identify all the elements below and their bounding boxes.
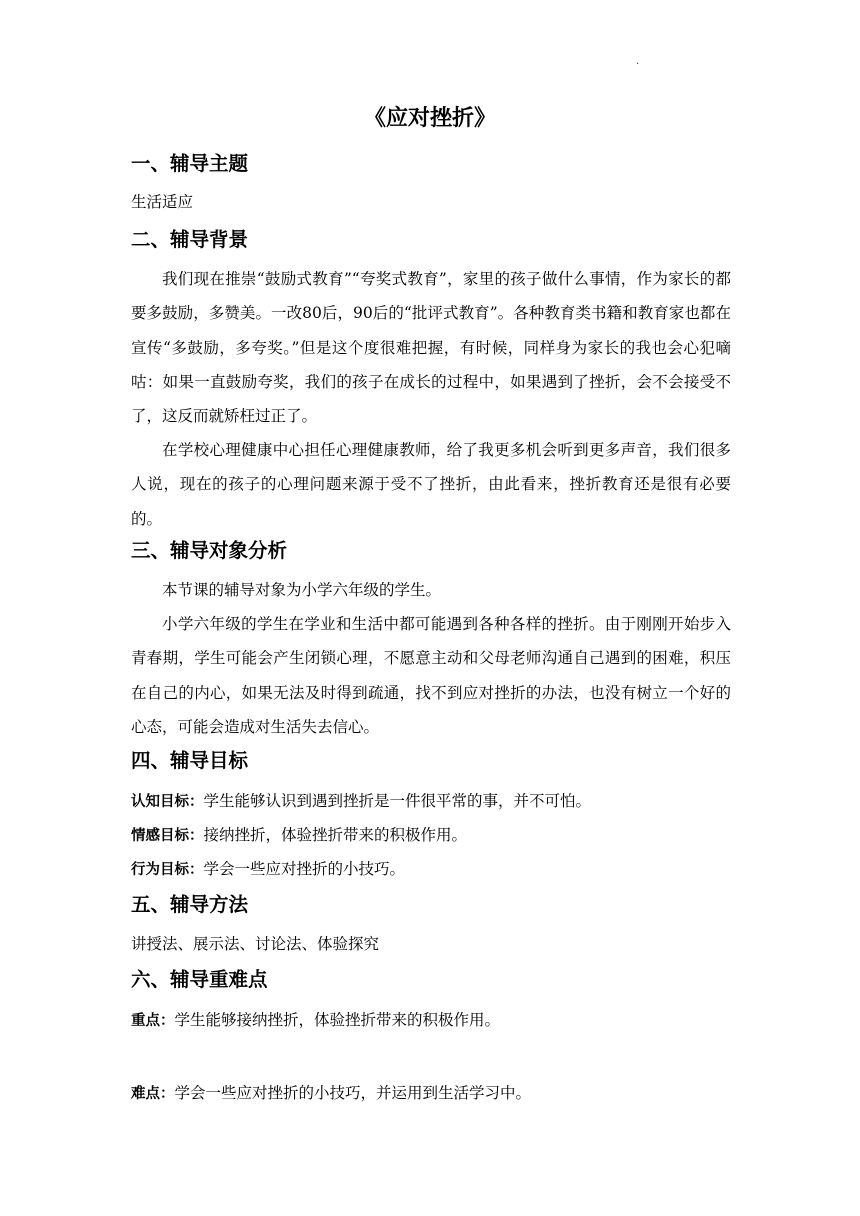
keypoint-focus-text: 学生能够接纳挫折，体验挫折带来的积极作用。 (174, 1011, 501, 1029)
goal-behavioral-label: 行为目标： (131, 862, 204, 878)
target-paragraph-2: 小学六年级的学生在学业和生活中都可能遇到各种各样的挫折。由于刚刚开始步入青春期，学生可能会产生闭锁心理，不愿意主动和父母老师沟通自己遇到的困难，积压在自己的内心，如果无法及时得到疏通，找不到应对挫折的办法，也没有树立一个好的心态，可能会造成对生活失去信心。 (131, 615, 731, 736)
section-heading-keypoints: 六、辅导重难点 (131, 968, 268, 991)
goal-cognitive (131, 790, 591, 813)
section-heading-target: 三、辅导对象分析 (131, 539, 288, 562)
goal-behavioral (131, 858, 405, 881)
header-mark: · (636, 59, 640, 70)
topic-text: 生活适应 (131, 193, 194, 211)
keypoint-difficulty-text: 学会一些应对挫折的小技巧，并运用到生活学习中。 (174, 1084, 532, 1102)
goal-emotional-text: 接纳挫折，体验挫折带来的积极作用。 (203, 826, 468, 844)
section-heading-background: 二、辅导背景 (131, 228, 249, 251)
section-heading-methods: 五、辅导方法 (131, 893, 249, 916)
background-paragraph-1: 我们现在推崇“鼓励式教育”“夸奖式教育”，家里的孩子做什么事情，作为家长的都要多鼓励，多赞美。一改80后，90后的“批评式教育”。各种教育类书籍和教育家也都在宣传“多鼓励，多夸奖。”但是这个度很难把握，有时候，同样身为家长的我也会心犯嘀咕：如果一直鼓励夸奖，我们的孩子在成长的过程中，如果遇到了挫折，会不会接受不了，这反而就矫枉过正了。 (131, 270, 731, 426)
goal-cognitive-text: 学生能够认识到遇到挫折是一件很平常的事，并不可怕。 (203, 792, 592, 810)
document-title: 《应对挫折》 (363, 106, 496, 131)
target-paragraph-1: 本节课的辅导对象为小学六年级的学生。 (162, 581, 442, 599)
section-heading-topic: 一、辅导主题 (131, 152, 249, 175)
goal-emotional (131, 824, 467, 847)
methods-text: 讲授法、展示法、讨论法、体验探究 (131, 935, 380, 953)
keypoint-difficulty-label: 难点： (131, 1086, 175, 1102)
keypoint-focus-label: 重点： (131, 1013, 175, 1029)
goal-emotional-label: 情感目标： (131, 828, 204, 844)
goal-behavioral-text: 学会一些应对挫折的小技巧。 (203, 860, 406, 878)
keypoint-focus (131, 1009, 500, 1032)
goal-cognitive-label: 认知目标： (131, 794, 204, 810)
background-paragraph-2: 在学校心理健康中心担任心理健康教师，给了我更多机会听到更多声音，我们很多人说，现在的孩子的心理问题来源于受不了挫折，由此看来，挫折教育还是很有必要的。 (131, 441, 731, 528)
section-heading-goals: 四、辅导目标 (131, 749, 249, 772)
keypoint-difficulty (131, 1082, 531, 1105)
